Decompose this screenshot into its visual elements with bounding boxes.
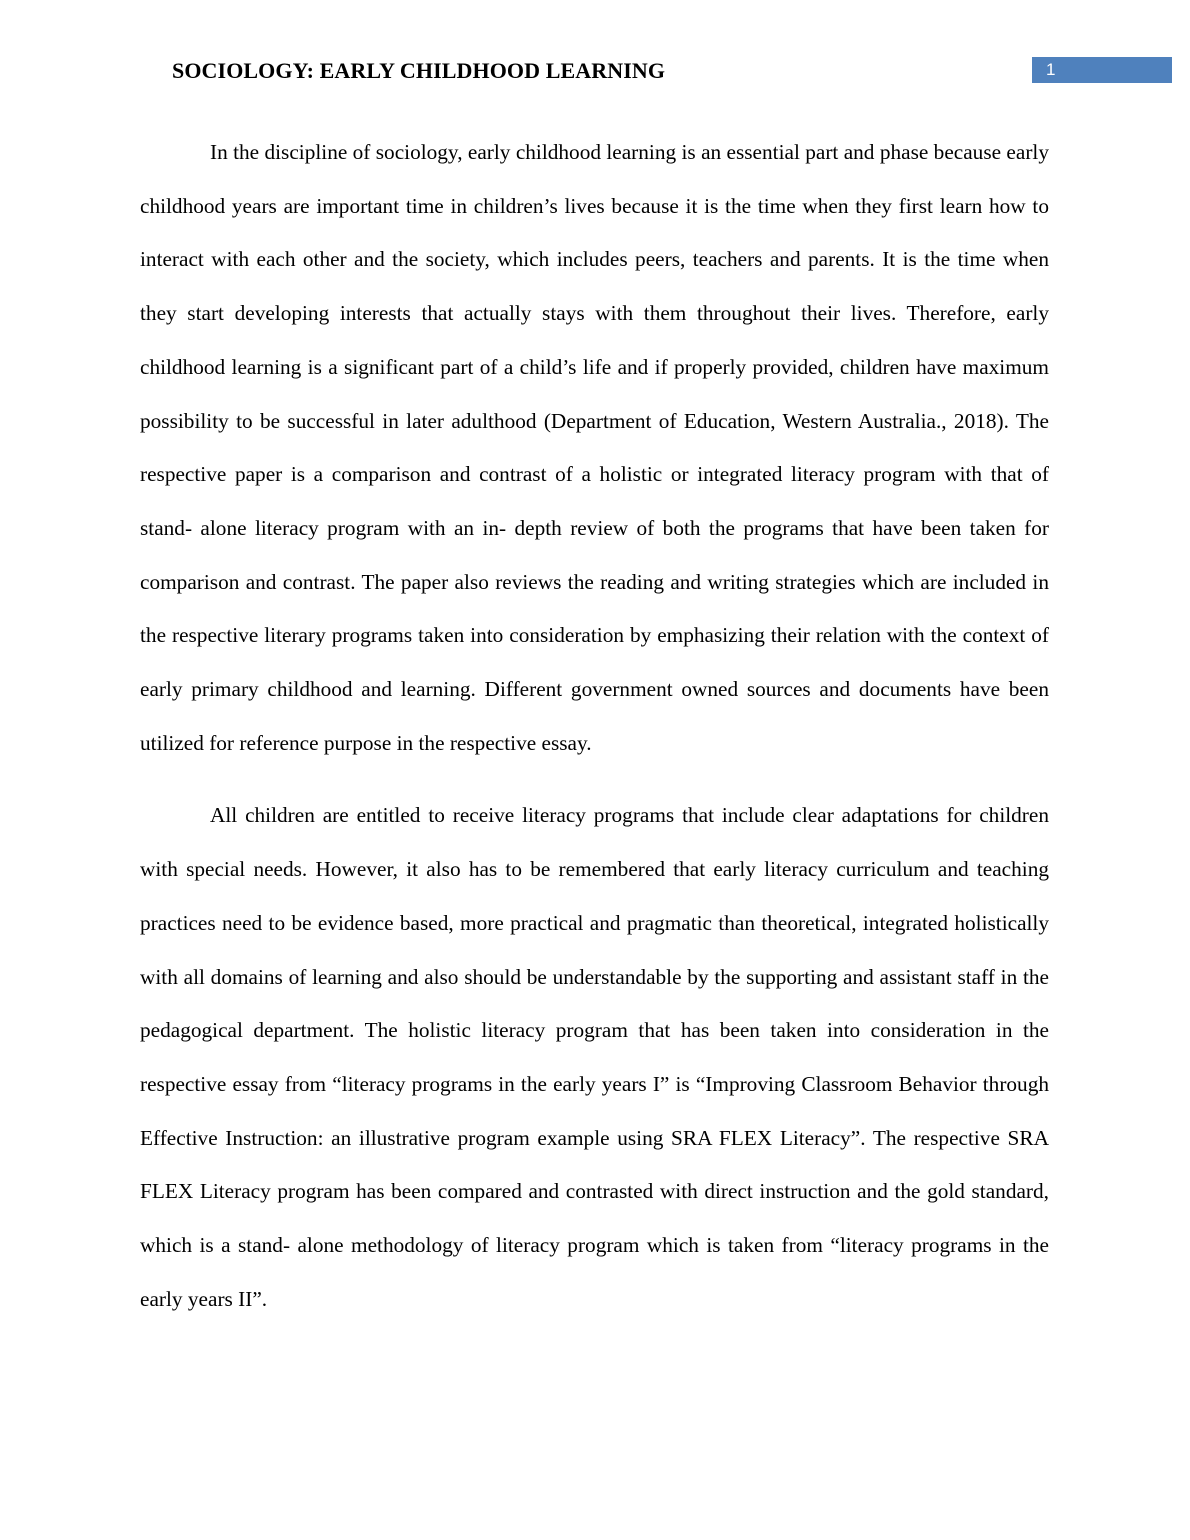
running-head-title: SOCIOLOGY: EARLY CHILDHOOD LEARNING: [172, 58, 666, 83]
page-header: [0, 0, 1190, 100]
page-number-box: [1032, 57, 1172, 83]
page-number: 1: [1046, 60, 1056, 79]
document-body: [140, 126, 1049, 1326]
paragraph-introduction: In the discipline of sociology, early childhood learning is an essential part and phase because early childhood years are important time in children’s lives because it is the time when they first learn how to interact with each other and the society, which includes peers, teachers and parents. It is the time when they start developing interests that actually stays with them throughout their lives. Therefore, early childhood learning is a significant part of a child’s life and if properly provided, children have maximum possibility to be successful in later adulthood (Department of Education, Western Australia., 2018). The respective paper is a comparison and contrast of a holistic or integrated literacy program with that of stand- alone literacy program with an in- depth review of both the programs that have been taken for comparison and contrast. The paper also reviews the reading and writing strategies which are included in the respective literary programs taken into consideration by emphasizing their relation with the context of early primary childhood and learning. Different government owned sources and documents have been utilized for reference purpose in the respective essay.: [140, 140, 1049, 755]
paragraph-literacy-programs: All children are entitled to receive literacy programs that include clear adaptations for children with special needs. However, it also has to be remembered that early literacy curriculum and teaching practices need to be evidence based, more practical and pragmatic than theoretical, integrated holistically with all domains of learning and also should be understandable by the supporting and assistant staff in the pedagogical department. The holistic literacy program that has been taken into consideration in the respective essay from “literacy programs in the early years I” is “Improving Classroom Behavior through Effective Instruction: an illustrative program example using SRA FLEX Literacy”. The respective SRA FLEX Literacy program has been compared and contrasted with direct instruction and the gold standard, which is a stand- alone methodology of literacy program which is taken from “literacy programs in the early years II”.: [140, 803, 1049, 1311]
